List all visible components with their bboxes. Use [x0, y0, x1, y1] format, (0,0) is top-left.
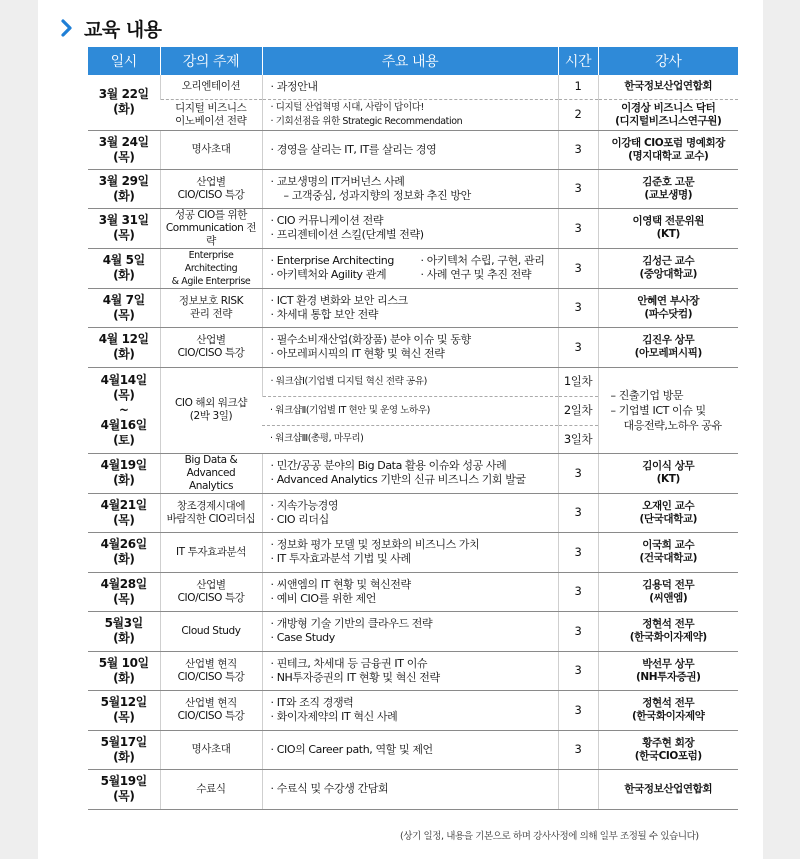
- hours-cell: 3: [558, 169, 598, 208]
- instructor-cell: 김이식 상무 (KT): [598, 453, 738, 493]
- topic-cell: 산업별 현직 CIO/CISO 특강: [160, 690, 262, 730]
- date-cell: 4월21일 (목): [88, 493, 160, 532]
- topic-cell: 성공 CIO를 위한 Communication 전략: [160, 208, 262, 248]
- hours-cell: 2: [558, 99, 598, 130]
- table-row: [88, 730, 738, 769]
- topic-cell: CIO 해외 워크샵 (2박 3일): [160, 367, 262, 453]
- hours-cell: 3: [558, 248, 598, 288]
- header-hours: 시간: [558, 47, 598, 75]
- header-content: 주요 내용: [262, 47, 558, 75]
- table-row: [88, 169, 738, 208]
- instructor-cell: 이영택 전문위원 (KT): [598, 208, 738, 248]
- table-row: [88, 99, 738, 130]
- instructor-cell: 김성근 교수 (중앙대학교): [598, 248, 738, 288]
- content-cell: · 워크샵Ⅱ(기업별 IT 현안 및 운영 노하우): [262, 396, 558, 425]
- table-row: [88, 611, 738, 651]
- instructor-cell: 한국정보산업연합회: [598, 769, 738, 809]
- date-cell: 4월28일 (목): [88, 572, 160, 611]
- hours-cell: 3: [558, 453, 598, 493]
- instructor-cell: 오재인 교수 (단국대학교): [598, 493, 738, 532]
- hours-cell: 3: [558, 130, 598, 169]
- content-cell: · 경영을 살리는 IT, IT를 살리는 경영: [262, 130, 558, 169]
- table-row: [88, 288, 738, 327]
- table-row: [88, 367, 738, 396]
- topic-cell: 정보보호 RISK 관리 전략: [160, 288, 262, 327]
- hours-cell: 1일차: [558, 367, 598, 396]
- instructor-cell: 이강태 CIO포럼 명예회장 (명지대학교 교수): [598, 130, 738, 169]
- date-cell: 5월 10일 (화): [88, 651, 160, 690]
- date-cell: 4월19일 (화): [88, 453, 160, 493]
- content-cell: · 수료식 및 수강생 간담회: [262, 769, 558, 809]
- date-cell: 5월19일 (목): [88, 769, 160, 809]
- header-date: 일시: [88, 47, 160, 75]
- hours-cell: 3: [558, 572, 598, 611]
- table-row: [88, 75, 738, 99]
- table-row: [88, 248, 738, 288]
- content-cell: · ICT 환경 변화와 보안 리스크 · 차세대 통합 보안 전략: [262, 288, 558, 327]
- instructor-cell: 황주현 회장 (한국CIO포럼): [598, 730, 738, 769]
- date-cell: 3월 24일 (목): [88, 130, 160, 169]
- instructor-cell: 김준호 고문 (교보생명): [598, 169, 738, 208]
- hours-cell: 2일차: [558, 396, 598, 425]
- chevron-right-icon: [60, 18, 74, 38]
- schedule-table: [88, 47, 738, 810]
- hours-cell: 3: [558, 611, 598, 651]
- instructor-cell: 이경상 비즈니스 닥터 (디지털비즈니스연구원): [598, 99, 738, 130]
- topic-cell: 명사초대: [160, 730, 262, 769]
- content-cell: · 교보생명의 IT거버넌스 사례 – 고객중심, 성과지향의 정보화 추진 방안: [262, 169, 558, 208]
- date-cell: 5월12일 (목): [88, 690, 160, 730]
- table-row: [88, 532, 738, 572]
- date-cell: 3월 29일 (화): [88, 169, 160, 208]
- content-cell: · CIO의 Career path, 역할 및 제언: [262, 730, 558, 769]
- hours-cell: 3: [558, 651, 598, 690]
- topic-cell: Cloud Study: [160, 611, 262, 651]
- content-cell: · 개방형 기술 기반의 클라우드 전략 · Case Study: [262, 611, 558, 651]
- content-cell: · 정보화 평가 모델 및 정보화의 비즈니스 가치 · IT 투자효과분석 기법 및 사례: [262, 532, 558, 572]
- content-cell: · 과정안내: [262, 75, 558, 99]
- hours-cell: 3: [558, 690, 598, 730]
- hours-cell: 3: [558, 288, 598, 327]
- content-cell: · CIO 커뮤니케이션 전략 · 프리젠테이션 스킬(단계별 전략): [262, 208, 558, 248]
- table-row: [88, 327, 738, 367]
- content-cell: · 워크샵Ⅰ(기업별 디지털 혁신 전략 공유): [262, 367, 558, 396]
- content-cell: · 씨앤엠의 IT 현황 및 혁신전략 · 예비 CIO를 위한 제언: [262, 572, 558, 611]
- date-cell: 4월 7일 (목): [88, 288, 160, 327]
- date-cell: 4월14일 (목) ~ 4월16일 (토): [88, 367, 160, 453]
- topic-cell: Big Data & Advanced Analytics: [160, 453, 262, 493]
- date-cell: 4월 5일 (화): [88, 248, 160, 288]
- content-cell: · 워크샵Ⅲ(총평, 마무리): [262, 425, 558, 453]
- date-cell: 5월17일 (화): [88, 730, 160, 769]
- content-cell: · Enterprise Architecting · 아키텍처 수립, 구현, 관리 · 아키텍처와 Agility 관계 · 사례 연구 및 추진 전략: [262, 248, 558, 288]
- instructor-cell: 박선무 상무 (NH투자증권): [598, 651, 738, 690]
- table-row: [88, 493, 738, 532]
- content-cell: · 민간/공공 분야의 Big Data 활용 이슈와 성공 사례 · Advanced Analytics 기반의 신규 비즈니스 기회 발굴: [262, 453, 558, 493]
- topic-cell: 창조경제시대에 바람직한 CIO리더십: [160, 493, 262, 532]
- topic-cell: 디지털 비즈니스 이노베이션 전략: [160, 99, 262, 130]
- instructor-cell: 정현석 전무 (한국화이자제약: [598, 690, 738, 730]
- instructor-cell: 이국희 교수 (건국대학교): [598, 532, 738, 572]
- date-cell: 5월3일 (화): [88, 611, 160, 651]
- topic-cell: 명사초대: [160, 130, 262, 169]
- table-row: [88, 572, 738, 611]
- hours-cell: 3: [558, 730, 598, 769]
- hours-cell: 3: [558, 327, 598, 367]
- table-row: [88, 690, 738, 730]
- content-cell: · 핀테크, 차세대 등 금융권 IT 이슈 · NH투자증권의 IT 현황 및 혁신 전략: [262, 651, 558, 690]
- topic-cell: 산업별 CIO/CISO 특강: [160, 327, 262, 367]
- header-row: [88, 47, 738, 75]
- date-cell: 4월26일 (화): [88, 532, 160, 572]
- table-row: [88, 453, 738, 493]
- hours-cell: [558, 769, 598, 809]
- table-row: [88, 651, 738, 690]
- hours-cell: 3: [558, 208, 598, 248]
- hours-cell: 3: [558, 532, 598, 572]
- content-cell: · IT와 조직 경쟁력 · 화이자제약의 IT 혁신 사례: [262, 690, 558, 730]
- table-row: [88, 130, 738, 169]
- topic-cell: 산업별 현직 CIO/CISO 특강: [160, 651, 262, 690]
- hours-cell: 3: [558, 493, 598, 532]
- instructor-cell: 김진우 상무 (아모레퍼시픽): [598, 327, 738, 367]
- topic-cell: 오리엔테이션: [160, 75, 262, 99]
- content-cell: · 디지털 산업혁명 시대, 사람이 답이다! · 기회선점을 위한 Strategic Recommendation: [262, 99, 558, 130]
- header-instructor: 강사: [598, 47, 738, 75]
- footnote: (상기 일정, 내용을 기본으로 하며 강사사정에 의해 일부 조정될 수 있습니다): [400, 831, 699, 842]
- topic-cell: Enterprise Architecting & Agile Enterprise: [160, 248, 262, 288]
- date-cell: 3월 31일 (목): [88, 208, 160, 248]
- header-topic: 강의 주제: [160, 47, 262, 75]
- instructor-cell: – 진출기업 방문 – 기업별 ICT 이슈 및 대응전략,노하우 공유: [598, 367, 738, 453]
- title-text: 교육 내용: [84, 18, 162, 41]
- instructor-cell: 김용덕 전무 (씨앤엠): [598, 572, 738, 611]
- table-row: [88, 769, 738, 809]
- instructor-cell: 한국정보산업연합회: [598, 75, 738, 99]
- hours-cell: 3일차: [558, 425, 598, 453]
- instructor-cell: 정현석 전무 (한국화이자제약): [598, 611, 738, 651]
- topic-cell: 산업별 CIO/CISO 특강: [160, 169, 262, 208]
- hours-cell: 1: [558, 75, 598, 99]
- content-cell: · 필수소비재산업(화장품) 분야 이슈 및 동향 · 아모레퍼시픽의 IT 현황 및 혁신 전략: [262, 327, 558, 367]
- table-row: [88, 208, 738, 248]
- section-title: [60, 14, 162, 42]
- topic-cell: 산업별 CIO/CISO 특강: [160, 572, 262, 611]
- date-cell: 4월 12일 (화): [88, 327, 160, 367]
- date-cell: 3월 22일 (화): [88, 75, 160, 130]
- topic-cell: 수료식: [160, 769, 262, 809]
- topic-cell: IT 투자효과분석: [160, 532, 262, 572]
- content-cell: · 지속가능경영 · CIO 리더십: [262, 493, 558, 532]
- instructor-cell: 안혜연 부사장 (파수닷컴): [598, 288, 738, 327]
